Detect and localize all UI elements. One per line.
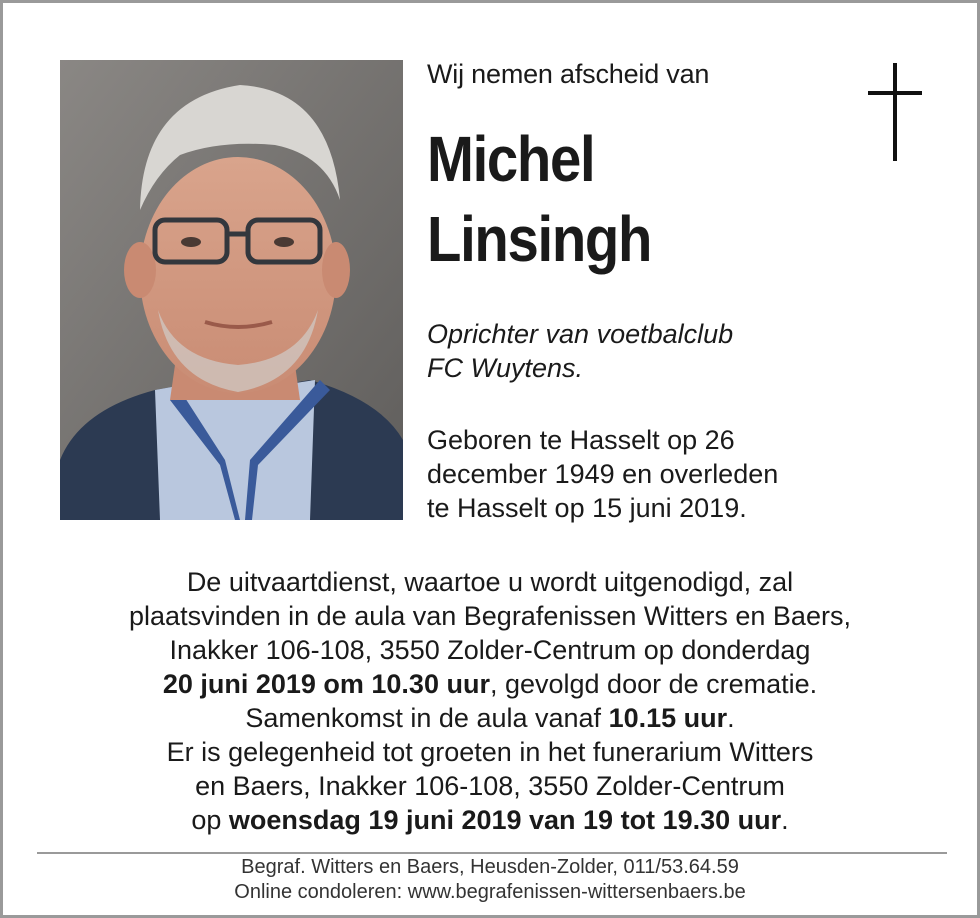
funeral-datetime: 20 juni 2019 om 10.30 uur <box>162 669 490 699</box>
ceremony-text: . <box>781 805 789 835</box>
ceremony-line <box>23 701 957 735</box>
ceremony-text: . <box>727 703 735 733</box>
ceremony-line: Inakker 106-108, 3550 Zolder-Centrum op donderdag <box>169 635 811 665</box>
birth-death-dates <box>427 423 857 525</box>
intro-text: Wij nemen afscheid van <box>427 59 710 89</box>
first-name: Michel <box>427 123 595 195</box>
ceremony-line: De uitvaartdienst, waartoe u wordt uitgenodigd, zal <box>186 567 794 597</box>
last-name: Linsingh <box>427 203 652 275</box>
footer <box>3 855 977 905</box>
dates-line: Geboren te Hasselt op 26 <box>427 425 735 455</box>
ceremony-line: Er is gelegenheid tot groeten in het funerarium Witters <box>166 737 814 767</box>
ceremony-text: , gevolgd door de crematie. <box>489 669 818 699</box>
funeral-home-contact: Begraf. Witters en Baers, Heusden-Zolder, 011/53.64.59 <box>241 856 739 878</box>
divider <box>37 852 947 854</box>
gathering-time: 10.15 uur <box>608 703 728 733</box>
ceremony-text: Samenkomst in de aula vanaf <box>245 703 609 733</box>
dates-line: december 1949 en overleden <box>427 459 779 489</box>
ceremony-line: plaatsvinden in de aula van Begrafenissen Witters en Baers, <box>129 601 851 631</box>
condolence-link[interactable]: Online condoleren: www.begrafenissen-wittersenbaers.be <box>234 881 746 903</box>
role-description <box>427 317 733 385</box>
ceremony-line <box>23 667 957 701</box>
viewing-datetime: woensdag 19 juni 2019 van 19 tot 19.30 uur <box>228 805 782 835</box>
cross-icon <box>865 63 925 163</box>
role-line: Oprichter van voetbalclub <box>427 319 734 349</box>
ceremony-text: op <box>191 805 229 835</box>
ceremony-details <box>23 565 957 837</box>
ceremony-line <box>23 803 957 837</box>
ceremony-line: en Baers, Inakker 106-108, 3550 Zolder-Centrum <box>195 771 785 801</box>
portrait-photo <box>60 60 403 520</box>
deceased-name <box>427 119 651 279</box>
role-line: FC Wuytens. <box>427 353 584 383</box>
dates-line: te Hasselt op 15 juni 2019. <box>427 493 747 523</box>
